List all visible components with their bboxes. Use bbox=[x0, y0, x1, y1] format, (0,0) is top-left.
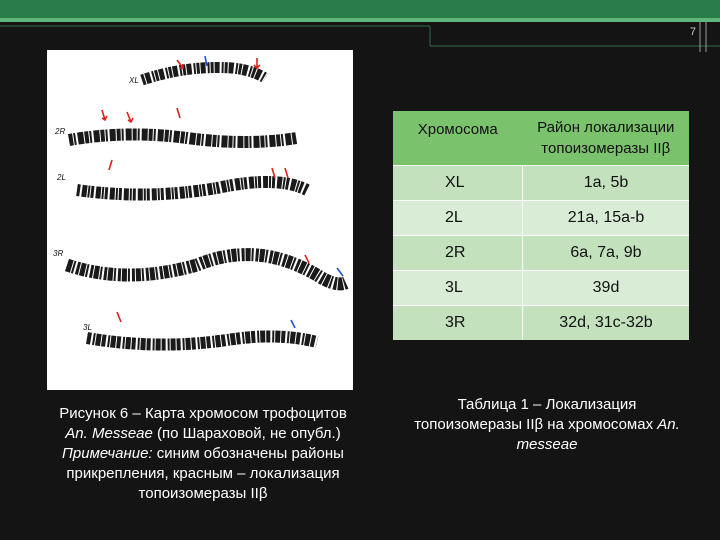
cell-region: 32d, 31c-32b bbox=[523, 306, 690, 341]
table-row bbox=[393, 306, 689, 341]
column-header-region: Район локализации топоизомеразы IIβ bbox=[523, 111, 690, 166]
species-name: An. Messeae bbox=[65, 425, 153, 442]
header-bar bbox=[0, 0, 720, 18]
figure-caption-source: (по Шараховой, не опубл.) bbox=[152, 425, 341, 442]
table-row bbox=[393, 236, 689, 271]
slide-number: 7 bbox=[689, 26, 696, 38]
figure-caption-species bbox=[22, 424, 384, 444]
note-label: Примечание: bbox=[62, 445, 153, 462]
chromosome-label: 3R bbox=[53, 249, 64, 258]
figure-caption-note bbox=[22, 444, 384, 504]
note-text: синим обозначены районы прикрепления, красным – локализация топоизомеразы IIβ bbox=[66, 445, 344, 502]
decorative-lines bbox=[0, 22, 720, 52]
chromosome-label: XL bbox=[129, 76, 139, 85]
table-row bbox=[393, 201, 689, 236]
cell-chromosome: 3R bbox=[393, 306, 523, 341]
table-header-row bbox=[393, 111, 689, 166]
figure-caption-title: Рисунок 6 – Карта хромосом трофоцитов bbox=[59, 405, 347, 422]
localization-table bbox=[393, 111, 689, 340]
chromosome-label: 2L bbox=[57, 173, 66, 182]
cell-region: 6a, 7a, 9b bbox=[523, 236, 690, 271]
table-row bbox=[393, 166, 689, 201]
cell-region: 39d bbox=[523, 271, 690, 306]
cell-region: 1a, 5b bbox=[523, 166, 690, 201]
cell-chromosome: 2R bbox=[393, 236, 523, 271]
table-caption-text: Таблица 1 – Локализация топоизомеразы IIβ на хромосомах bbox=[414, 396, 654, 433]
column-header-chromosome: Хромосома bbox=[393, 111, 523, 166]
table-caption bbox=[406, 395, 688, 455]
cell-chromosome: XL bbox=[393, 166, 523, 201]
figure-caption bbox=[22, 404, 384, 504]
chromosome-label: 3L bbox=[83, 323, 92, 332]
table-row bbox=[393, 271, 689, 306]
cell-chromosome: 3L bbox=[393, 271, 523, 306]
chromosome-label: 2R bbox=[55, 127, 66, 136]
chromosome-map-drawing bbox=[47, 50, 353, 390]
cell-chromosome: 2L bbox=[393, 201, 523, 236]
cell-region: 21a, 15a-b bbox=[523, 201, 690, 236]
chromosome-map-image bbox=[47, 50, 353, 390]
table-caption-species: An. messeae bbox=[516, 416, 680, 453]
